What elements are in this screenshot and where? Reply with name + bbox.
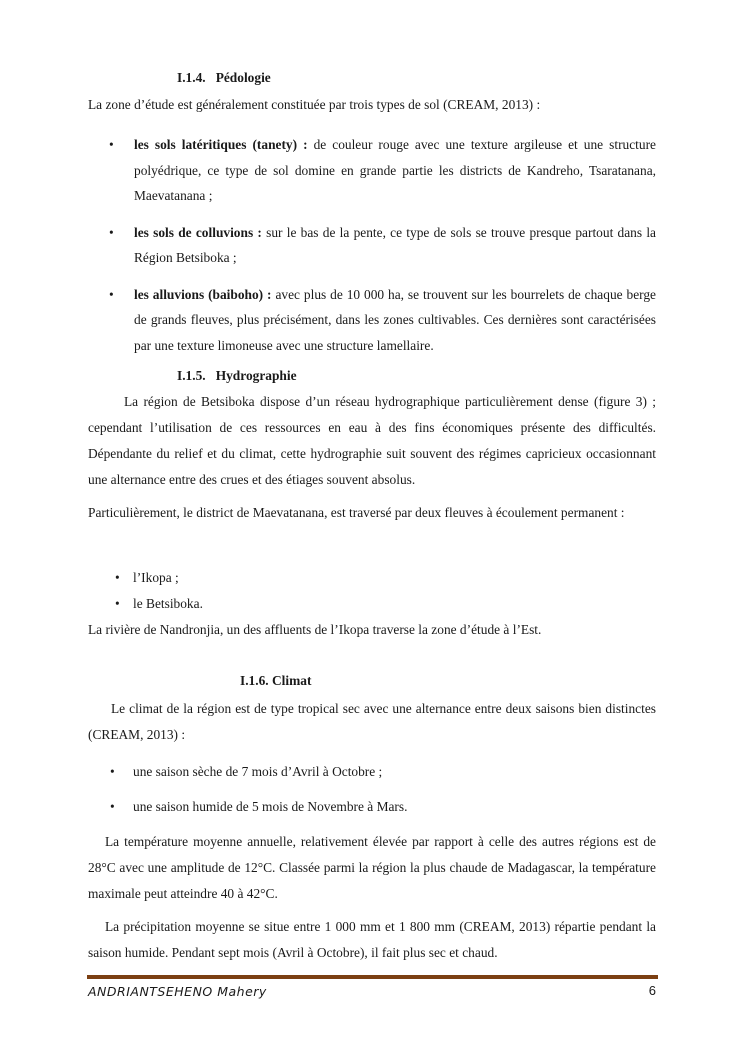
list-item xyxy=(109,132,656,209)
precipitation-paragraph: La précipitation moyenne se situe entre 1 000 mm et 1 800 mm (CREAM, 2013) répartie pendant la saison humide. Pendant sept mois (Avril à Octobre), il fait plus sec et chaud. xyxy=(88,919,656,960)
river-name: l’Ikopa ; xyxy=(133,570,179,585)
soil-description: avec plus de 10 000 ha, se trouvent sur les bourrelets de chaque berge de grands fleuves, plus précisément, dans les zones cultivables. Ces dernières sont caractérisées par une texture limoneuse avec une structure lamellaire. xyxy=(134,286,657,353)
bullet-icon: • xyxy=(110,799,115,814)
page-number: 6 xyxy=(648,983,656,998)
bullet-icon: • xyxy=(115,570,120,585)
soil-term: les alluvions (baiboho) : xyxy=(134,286,272,302)
bullet-icon: • xyxy=(109,137,114,152)
list-item xyxy=(110,794,633,820)
bullet-icon: • xyxy=(110,764,115,779)
climat-intro: Le climat de la région est de type tropical sec avec une alternance entre deux saisons bien distinctes (CREAM, 2013) : xyxy=(88,701,656,742)
bullet-icon: • xyxy=(115,596,120,611)
list-item xyxy=(109,282,657,359)
heading-hydrographie: I.1.5. Hydrographie xyxy=(177,368,297,383)
footer-rule xyxy=(87,975,658,979)
heading-pedologie: I.1.4. Pédologie xyxy=(177,70,271,85)
temperature-paragraph: La température moyenne annuelle, relativement élevée par rapport à celle des autres régions est de 28°C avec une amplitude de 12°C. Classée parmi la région la plus chaude de Madagascar, la température maximale peut atteindre 40 à 42°C. xyxy=(88,834,656,901)
hydrographie-paragraph-3: La rivière de Nandronjia, un des affluents de l’Ikopa traverse la zone d’étude à l’Est. xyxy=(88,622,542,637)
bullet-icon: • xyxy=(109,224,114,240)
seasons-list xyxy=(110,759,633,820)
hydrographie-paragraph-2: Particulièrement, le district de Maevatanana, est traversé par deux fleuves à écoulement permanent : xyxy=(88,505,625,520)
bullet-icon: • xyxy=(109,286,114,302)
list-item xyxy=(115,591,533,617)
soil-description: de couleur rouge avec une texture argileuse et une structure polyédrique, ce type de sol domine en grande partie les districts de Kandreho, Tsaratanana, Maevatanana ; xyxy=(134,137,656,203)
soil-term: les sols latéritiques (tanety) : xyxy=(134,137,308,152)
list-item xyxy=(115,565,533,591)
list-item xyxy=(110,759,633,785)
river-name: le Betsiboka. xyxy=(133,596,203,611)
hydrographie-paragraph-1: La région de Betsiboka dispose d’un réseau hydrographique particulièrement dense (figure 3) ; cependant l’utilisation de ces ressources en eau à des fins économiques présente des difficultés. Dépendante du relief et du climat, cette hydrographie suit souvent des régimes capricieux occasionnant une alternance entre des crues et des étiages souvent absolus. xyxy=(88,394,656,487)
soil-types-list xyxy=(109,132,657,358)
season-text: une saison sèche de 7 mois d’Avril à Octobre ; xyxy=(133,764,383,779)
heading-climat: I.1.6. Climat xyxy=(240,673,312,688)
soil-description: sur le bas de la pente, ce type de sols se trouve presque partout dans la Région Betsiboka ; xyxy=(134,224,657,265)
rivers-list xyxy=(115,565,533,617)
season-text: une saison humide de 5 mois de Novembre à Mars. xyxy=(133,799,408,814)
list-item xyxy=(109,220,657,271)
soil-term: les sols de colluvions : xyxy=(134,224,262,240)
footer-author: ANDRIANTSEHENO Mahery xyxy=(88,984,267,999)
pedologie-intro: La zone d’étude est généralement constituée par trois types de sol (CREAM, 2013) : xyxy=(88,97,541,112)
